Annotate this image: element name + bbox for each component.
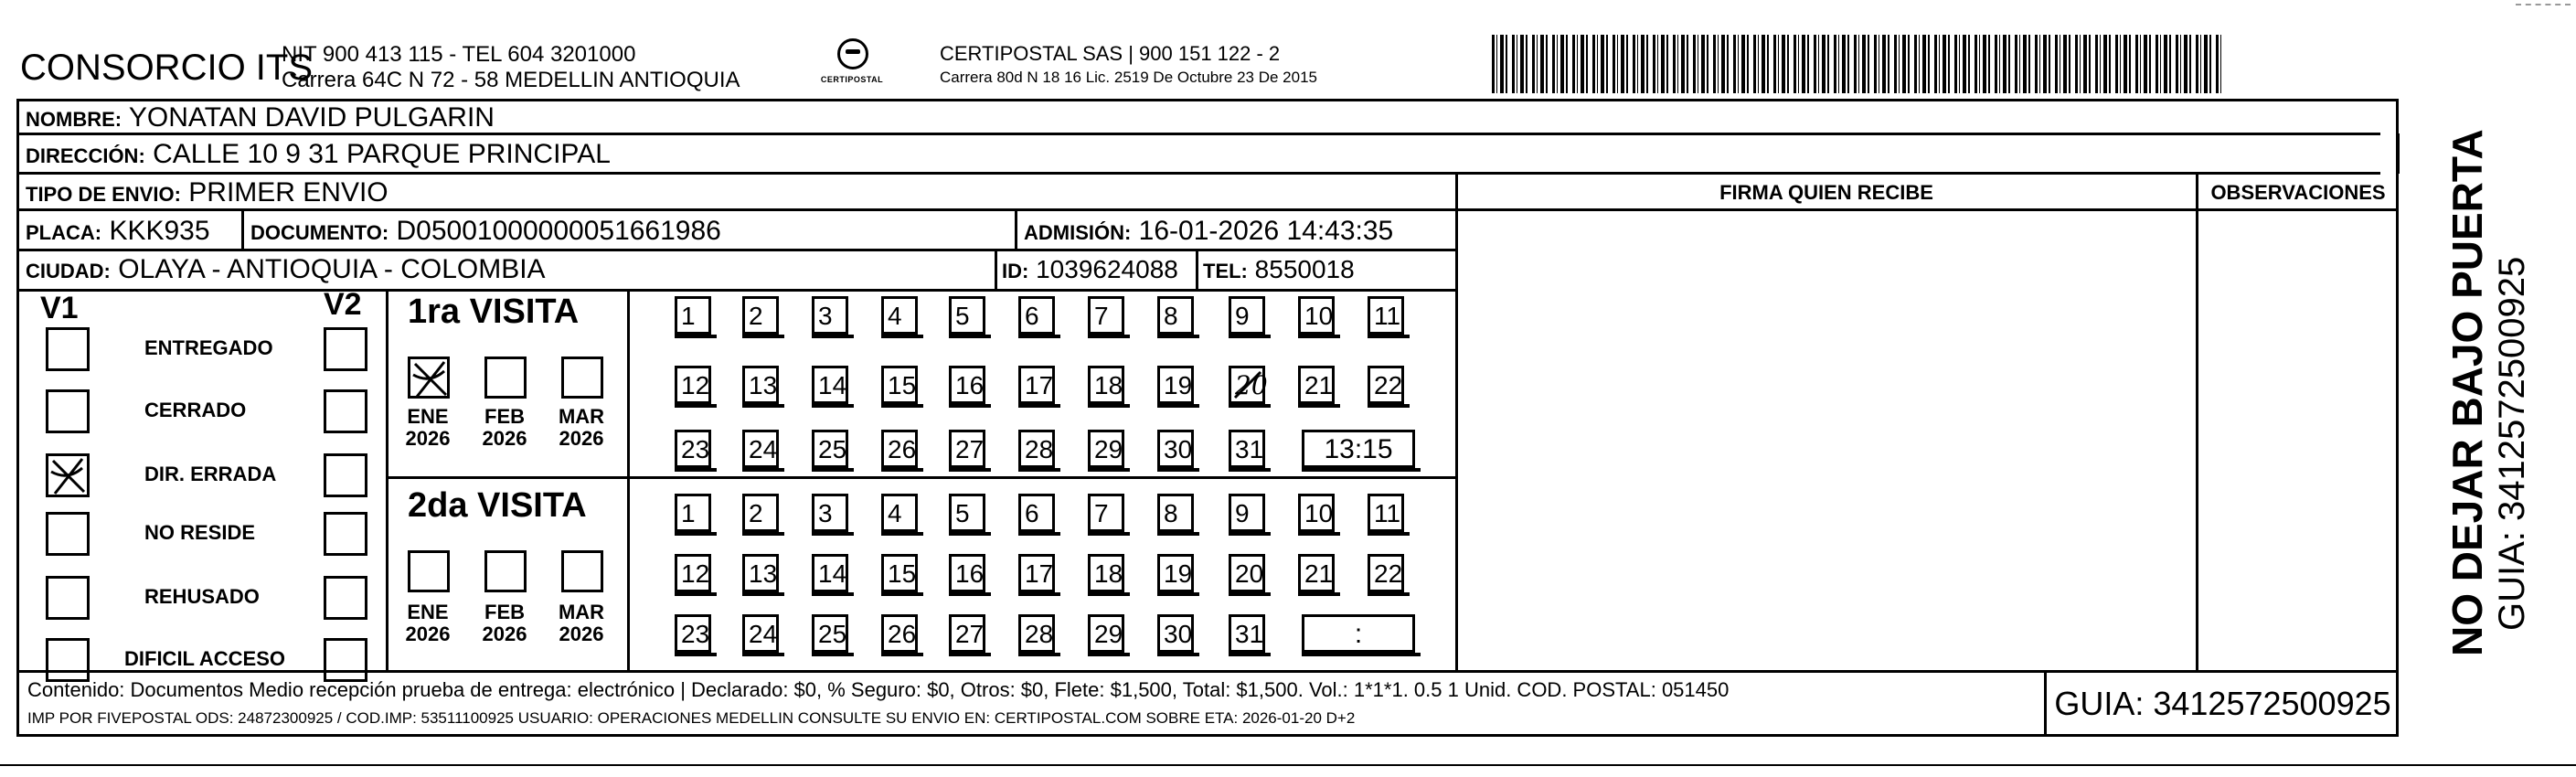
footer-imp: IMP POR FIVEPOSTAL ODS: 24872300925 / COD.IMP: 53511100925 USUARIO: OPERACIONES MEDELLIN CONSULTE SU ENVIO EN: CERTIPOSTAL.COM SOBRE ETA: 2026-01-20 D+2 bbox=[27, 709, 1356, 727]
day-box[interactable]: 27 bbox=[949, 430, 985, 468]
day-box[interactable]: 5 bbox=[949, 296, 985, 335]
rule bbox=[18, 172, 2380, 175]
observaciones-header: OBSERVACIONES bbox=[2210, 181, 2386, 204]
month-year: 2026 bbox=[559, 427, 604, 450]
placa-value: KKK935 bbox=[109, 216, 210, 246]
day-box[interactable]: 12 bbox=[675, 366, 711, 404]
guia-number: GUIA: 3412572500925 bbox=[2044, 671, 2399, 737]
month-name: ENE bbox=[407, 601, 449, 623]
month-year: 2026 bbox=[405, 427, 451, 450]
carrier-info bbox=[940, 42, 1317, 90]
v2-checkbox[interactable] bbox=[324, 389, 367, 433]
day-box[interactable]: 19 bbox=[1157, 554, 1194, 592]
tipo-field bbox=[26, 177, 389, 210]
placa-label: PLACA: bbox=[26, 221, 102, 244]
day-box-marked[interactable]: 20 bbox=[1229, 366, 1265, 404]
firma-header: FIRMA QUIEN RECIBE bbox=[1719, 181, 1933, 204]
time-box[interactable]: 13:15 bbox=[1302, 430, 1415, 468]
day-box[interactable]: 23 bbox=[675, 614, 711, 653]
nombre-field bbox=[26, 102, 495, 135]
day-box[interactable]: 24 bbox=[742, 430, 779, 468]
company-info bbox=[282, 42, 740, 93]
ciudad-label: CIUDAD: bbox=[26, 260, 111, 282]
direccion-label: DIRECCIÓN: bbox=[26, 144, 145, 167]
tipo-label: TIPO DE ENVIO: bbox=[26, 183, 181, 206]
day-box[interactable]: 15 bbox=[881, 554, 918, 592]
day-box[interactable]: 26 bbox=[881, 614, 918, 653]
v1-checkbox-marked[interactable] bbox=[46, 453, 90, 497]
day-box[interactable]: 16 bbox=[949, 366, 985, 404]
day-box[interactable]: 4 bbox=[881, 494, 918, 532]
day-box[interactable]: 22 bbox=[1368, 554, 1404, 592]
rule bbox=[1455, 174, 1458, 672]
id-value: 1039624088 bbox=[1036, 255, 1178, 283]
day-box[interactable]: 21 bbox=[1298, 554, 1335, 592]
time-box[interactable]: : bbox=[1302, 614, 1415, 653]
admision-value: 16-01-2026 14:43:35 bbox=[1138, 216, 1394, 246]
side-guia: GUIA: 3412572500925 bbox=[2492, 256, 2532, 631]
day-box[interactable]: 2 bbox=[742, 494, 779, 532]
day-box[interactable]: 6 bbox=[1018, 494, 1055, 532]
direccion-field bbox=[26, 139, 611, 172]
side-title: NO DEJAR BAJO PUERTA bbox=[2443, 129, 2491, 656]
day-box[interactable]: 21 bbox=[1298, 366, 1335, 404]
placa-field bbox=[26, 216, 210, 249]
carrier-line2: Carrera 80d N 18 16 Lic. 2519 De Octubre 23 De 2015 bbox=[940, 69, 1317, 86]
visit2-title: 2da VISITA bbox=[408, 486, 587, 525]
bottom-rule bbox=[0, 764, 2576, 766]
day-box[interactable]: 17 bbox=[1018, 366, 1055, 404]
ciudad-value: OLAYA - ANTIOQUIA - COLOMBIA bbox=[118, 254, 546, 284]
reason-label: DIR. ERRADA bbox=[144, 463, 277, 485]
day-box[interactable]: 25 bbox=[812, 430, 848, 468]
day-box[interactable]: 8 bbox=[1157, 296, 1194, 335]
ciudad-field bbox=[26, 254, 546, 287]
side-notice bbox=[2443, 129, 2533, 656]
company-name: CONSORCIO ITS bbox=[20, 48, 314, 88]
day-box[interactable]: 12 bbox=[675, 554, 711, 592]
v1-checkbox[interactable] bbox=[46, 327, 90, 371]
cut-line bbox=[2516, 4, 2571, 5]
day-box[interactable]: 6 bbox=[1018, 296, 1055, 335]
month-year: 2026 bbox=[482, 623, 527, 645]
day-box[interactable]: 29 bbox=[1088, 614, 1124, 653]
v2-checkbox[interactable] bbox=[324, 453, 367, 497]
admision-field bbox=[1024, 216, 1393, 249]
rule bbox=[386, 291, 389, 672]
day-box[interactable]: 31 bbox=[1229, 430, 1265, 468]
v2-checkbox[interactable] bbox=[324, 638, 367, 682]
id-label: ID: bbox=[1002, 260, 1029, 282]
tel-value: 8550018 bbox=[1254, 255, 1355, 283]
admision-label: ADMISIÓN: bbox=[1024, 221, 1132, 244]
reason-label: ENTREGADO bbox=[144, 336, 273, 359]
rule bbox=[18, 249, 1457, 251]
tipo-value: PRIMER ENVIO bbox=[188, 177, 389, 208]
month-checkbox[interactable] bbox=[408, 550, 450, 592]
month-year: 2026 bbox=[482, 427, 527, 450]
rule bbox=[241, 210, 244, 250]
v1-checkbox[interactable] bbox=[46, 512, 90, 556]
month-year: 2026 bbox=[559, 623, 604, 645]
day-box[interactable]: 18 bbox=[1088, 554, 1124, 592]
rule bbox=[627, 291, 630, 672]
day-box[interactable]: 16 bbox=[949, 554, 985, 592]
day-box[interactable]: 14 bbox=[812, 366, 848, 404]
month-name: FEB bbox=[484, 405, 525, 428]
month-name: MAR bbox=[558, 405, 605, 428]
day-box[interactable]: 13 bbox=[742, 554, 779, 592]
v2-label: V2 bbox=[324, 287, 362, 322]
day-box[interactable]: 17 bbox=[1018, 554, 1055, 592]
day-box[interactable]: 26 bbox=[881, 430, 918, 468]
reason-label: DIFICIL ACCESO bbox=[124, 647, 286, 670]
rule bbox=[1015, 210, 1017, 250]
month-checkbox[interactable] bbox=[561, 357, 603, 399]
documento-field bbox=[250, 216, 721, 249]
visit1-title: 1ra VISITA bbox=[408, 293, 580, 331]
day-box[interactable]: 7 bbox=[1088, 296, 1124, 335]
v1-checkbox[interactable] bbox=[46, 389, 90, 433]
day-box[interactable]: 5 bbox=[949, 494, 985, 532]
rule bbox=[2397, 133, 2400, 174]
logo-text: CERTIPOSTAL bbox=[820, 75, 884, 84]
v2-checkbox[interactable] bbox=[324, 327, 367, 371]
nombre-value: YONATAN DAVID PULGARIN bbox=[128, 102, 495, 133]
month-name: ENE bbox=[407, 405, 449, 428]
day-box[interactable]: 25 bbox=[812, 614, 848, 653]
day-box[interactable]: 31 bbox=[1229, 614, 1265, 653]
footer-content: Contenido: Documentos Medio recepción prueba de entrega: electrónico | Declarado: $0, % Seguro: $0, Otros: $0, Flete: $1,500, Total: $1,500. Vol.: 1*1*1. 0.5 1 Unid. COD. POSTAL: 051450 bbox=[27, 678, 1730, 701]
month-year: 2026 bbox=[405, 623, 451, 645]
v2-checkbox[interactable] bbox=[324, 512, 367, 556]
month-checkbox[interactable] bbox=[484, 357, 527, 399]
day-box[interactable]: 20 bbox=[1229, 554, 1265, 592]
day-box[interactable]: 9 bbox=[1229, 296, 1265, 335]
tel-label: TEL: bbox=[1203, 260, 1248, 282]
day-box[interactable]: 7 bbox=[1088, 494, 1124, 532]
day-box[interactable]: 11 bbox=[1368, 296, 1404, 335]
rule bbox=[1196, 250, 1198, 291]
month-checkbox[interactable] bbox=[484, 550, 527, 592]
direccion-value: CALLE 10 9 31 PARQUE PRINCIPAL bbox=[153, 139, 611, 169]
v1-label: V1 bbox=[40, 291, 79, 325]
day-box[interactable]: 29 bbox=[1088, 430, 1124, 468]
rule bbox=[995, 250, 997, 291]
v2-checkbox[interactable] bbox=[324, 576, 367, 620]
day-box[interactable]: 10 bbox=[1298, 494, 1335, 532]
rule bbox=[18, 670, 2399, 673]
day-box[interactable]: 27 bbox=[949, 614, 985, 653]
day-box[interactable]: 3 bbox=[812, 296, 848, 335]
documento-value: D05001000000051661986 bbox=[396, 216, 721, 246]
id-field bbox=[1002, 254, 1178, 287]
day-box[interactable]: 1 bbox=[675, 296, 711, 335]
day-box[interactable]: 22 bbox=[1368, 366, 1404, 404]
rule bbox=[2196, 174, 2198, 672]
reason-label: NO RESIDE bbox=[144, 521, 256, 544]
reason-label: CERRADO bbox=[144, 399, 247, 421]
day-box[interactable]: 23 bbox=[675, 430, 711, 468]
logo-icon bbox=[837, 38, 868, 69]
day-box[interactable]: 2 bbox=[742, 296, 779, 335]
day-box[interactable]: 15 bbox=[881, 366, 918, 404]
nit-line: NIT 900 413 115 - TEL 604 3201000 bbox=[282, 42, 636, 67]
nombre-label: NOMBRE: bbox=[26, 108, 122, 131]
day-box[interactable]: 18 bbox=[1088, 366, 1124, 404]
tel-field bbox=[1203, 254, 1355, 287]
day-box[interactable]: 14 bbox=[812, 554, 848, 592]
barcode bbox=[1492, 35, 2223, 93]
day-box[interactable]: 28 bbox=[1018, 614, 1055, 653]
v1-checkbox[interactable] bbox=[46, 576, 90, 620]
month-name: MAR bbox=[558, 601, 605, 623]
rule bbox=[18, 289, 1457, 292]
day-box[interactable]: 1 bbox=[675, 494, 711, 532]
day-box[interactable]: 19 bbox=[1157, 366, 1194, 404]
day-box[interactable]: 4 bbox=[881, 296, 918, 335]
day-box[interactable]: 30 bbox=[1157, 430, 1194, 468]
day-box[interactable]: 28 bbox=[1018, 430, 1055, 468]
month-checkbox[interactable] bbox=[561, 550, 603, 592]
address-line: Carrera 64C N 72 - 58 MEDELLIN ANTIOQUIA bbox=[282, 68, 740, 92]
day-box[interactable]: 24 bbox=[742, 614, 779, 653]
month-checkbox-marked[interactable] bbox=[408, 357, 450, 399]
rule bbox=[386, 476, 1457, 479]
day-box[interactable]: 9 bbox=[1229, 494, 1265, 532]
day-box[interactable]: 3 bbox=[812, 494, 848, 532]
reason-label: REHUSADO bbox=[144, 585, 260, 608]
day-box[interactable]: 13 bbox=[742, 366, 779, 404]
day-box[interactable]: 11 bbox=[1368, 494, 1404, 532]
day-box[interactable]: 10 bbox=[1298, 296, 1335, 335]
v1-checkbox[interactable] bbox=[46, 638, 90, 682]
carrier-line1: CERTIPOSTAL SAS | 900 151 122 - 2 bbox=[940, 42, 1281, 65]
month-name: FEB bbox=[484, 601, 525, 623]
day-box[interactable]: 30 bbox=[1157, 614, 1194, 653]
day-box[interactable]: 8 bbox=[1157, 494, 1194, 532]
documento-label: DOCUMENTO: bbox=[250, 221, 389, 244]
certipostal-logo bbox=[815, 37, 889, 91]
